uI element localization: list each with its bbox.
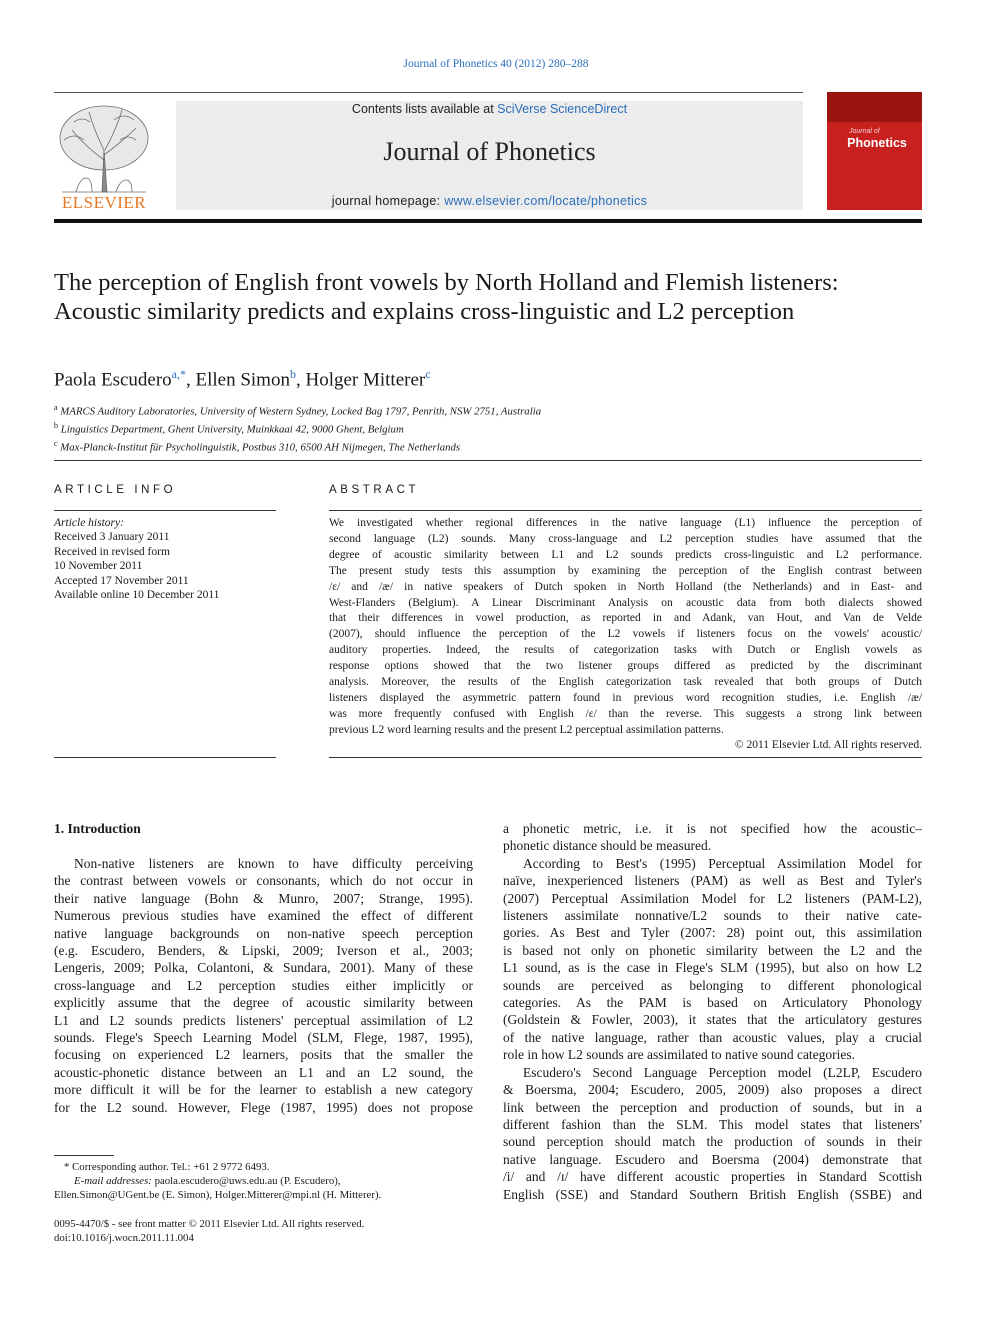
body-line: native language backgrounds on non-native speech perception (54, 925, 473, 941)
body-line: & Boersma, 2004; Escudero, 2005, 2009) also proposes a direct (503, 1082, 922, 1098)
body-line: sound perception should match the production of sounds in their (503, 1134, 922, 1150)
abstract-line: listeners displayed the asymmetric pattern found in previous word recognition studies, i.e. English /æ/ (329, 691, 922, 704)
body-line: different fashion than the SLM. This model states that listeners' (503, 1116, 922, 1132)
author-sup[interactable]: a,* (171, 367, 186, 381)
abstract-line: previous L2 word learning results and the present L2 perceptual assimilation patterns. (329, 723, 724, 736)
body-line: /i/ and /ɪ/ have different acoustic properties in Standard Scottish (503, 1169, 922, 1185)
author-name: Paola Escudero (54, 369, 172, 391)
cover-title: Phonetics (847, 136, 907, 150)
intro-heading: 1. Introduction (54, 821, 141, 836)
body-line: phonetic distance should be measured. (503, 838, 712, 854)
corresponding-author-note: * Corresponding author. Tel.: +61 2 9772 6493. (64, 1161, 270, 1173)
abstract-body (329, 516, 922, 739)
abstract-line: /ɛ/ and /æ/ in native speakers of Dutch spoken in North Holland (the Netherlands) and in East- and (329, 580, 922, 593)
affiliation-text: Linguistics Department, Ghent University, Muinkkaai 42, 9000 Ghent, Belgium (60, 423, 404, 436)
body-line: link between the perception and production of sounds, but in a (503, 1099, 922, 1115)
email-address[interactable]: paola.escudero@uws.edu.au (P. Escudero), (151, 1175, 341, 1187)
history-item: Accepted 17 November 2011 (54, 574, 189, 587)
email-line (54, 1174, 473, 1188)
abstract-line: second language (L2) sounds. Many cross-language and L2 perception studies have assumed that the (329, 532, 922, 545)
body-line: cross-language and L2 perception studies either implicitly or (54, 977, 473, 993)
intro-right-column (503, 820, 922, 1203)
header-thick-rule (54, 219, 922, 223)
body-line: categories. As the PAM is based on Articulatory Phonology (503, 995, 922, 1011)
article-info-bottom-rule (54, 757, 276, 758)
abstract-bottom-rule (329, 757, 922, 758)
affiliation-sup: c (54, 439, 58, 449)
footnotes (54, 1160, 473, 1202)
author-name: Ellen Simon (195, 369, 290, 391)
homepage-line (176, 194, 803, 208)
body-line: gories. As Best and Tyler (2007: 28) point out, this assimilation (503, 925, 922, 941)
history-item: Available online 10 December 2011 (54, 589, 220, 602)
footnote-rule (54, 1155, 114, 1156)
body-line: explicitly assume that the degree of acoustic similarity between (54, 995, 473, 1011)
body-line: listeners assimilate nonnative/L2 sounds to their native cate- (503, 908, 922, 924)
body-line: naïve, inexperienced listeners (PAM) as well as Best and Tyler's (503, 873, 922, 889)
body-line: Numerous previous studies have examined the effect of different (54, 908, 473, 924)
history-label: Article history: (54, 517, 124, 529)
abstract-line: degree of acoustic similarity between L1 and L2 sounds predicts cross-linguistic and L2 performance. (329, 548, 922, 561)
author-sup[interactable]: b (289, 367, 296, 381)
body-line: the contrast between vowels or consonants, which do not occur in (54, 873, 473, 889)
journal-citation[interactable]: Journal of Phonetics 40 (2012) 280–288 (403, 58, 589, 70)
body-line: role in how L2 sounds are assimilated to native sound categories. (503, 1047, 856, 1063)
body-line: (Goldstein & Fowler, 2003), it states that the articulatory gestures (503, 1012, 922, 1028)
body-line: of the native language, rather than acoustic values, play a crucial (503, 1029, 922, 1045)
article-info-heading: ARTICLE INFO (54, 484, 177, 496)
abstract-line: was more frequently confused with English /ɛ/ than the reverse. This suggests a strong link between (329, 707, 922, 720)
body-line: Escudero's Second Language Perception model (L2LP, Escudero (523, 1064, 922, 1080)
body-line: focusing on experienced L2 learners, posits that the smaller the (54, 1047, 473, 1063)
history-item: Received 3 January 2011 (54, 531, 170, 544)
article-info-rule (54, 510, 276, 511)
journal-title: Journal of Phonetics (383, 137, 596, 166)
body-line: acoustic-phonetic distance between an L1 and an L2 sound, the (54, 1064, 473, 1080)
abstract-rule (329, 510, 922, 511)
body-line: sounds. Flege's Speech Learning Model (SLM, Flege, 1987, 1995), (54, 1030, 473, 1046)
body-line: sounds are perceived as belonging to different phonological (503, 977, 922, 993)
body-line: is based not only on phonetic similarity between the L2 and the (503, 942, 922, 958)
body-line: their native language (Bohn & Munro, 2007; Strange, 1995). (54, 890, 473, 906)
intro-left-column (54, 855, 473, 1116)
body-line: According to Best's (1995) Perceptual Assimilation Model for (523, 855, 922, 871)
abstract-copyright: © 2011 Elsevier Ltd. All rights reserved. (734, 739, 922, 751)
author-sup[interactable]: c (425, 367, 431, 381)
body-line: more difficult it will be for the learner to establish a new category (54, 1082, 473, 1098)
header-rule (54, 92, 803, 93)
affiliation (54, 419, 914, 437)
homepage-prefix: journal homepage: (331, 194, 445, 208)
body-line: Lengeris, 2009; Polka, Colantoni, & Sundara, 2001). Many of these (54, 960, 473, 976)
body-line: for the L2 sound. However, Flege (1987, 1995) does not propose (54, 1099, 473, 1115)
affiliation (54, 437, 914, 455)
affiliation-sup: a (54, 403, 58, 412)
article-history (54, 516, 276, 602)
affiliation-text: Max-Planck-Institut für Psycholinguistik, Postbus 310, 6500 AH Nijmegen, The Netherlands (60, 441, 461, 454)
abstract-line: West-Flanders (Belgium). A Linear Discriminant Analysis on acoustic data from both dialects showed (329, 596, 922, 609)
abstract-line: analysis. Moreover, the results of the English categorization task revealed that both groups of Dutch (329, 676, 922, 689)
body-line: L1 and L2 sounds predicts listeners' perceptual assimilation of L2 (54, 1012, 473, 1028)
cover-strip (827, 92, 922, 122)
abstract-line: We investigated whether regional differences in the native language (L1) influence the perception of (329, 517, 922, 529)
contents-line (176, 102, 803, 116)
abstract-line: The present study tests this assumption by examining the perception of the English contrast between (329, 564, 922, 577)
homepage-link[interactable]: www.elsevier.com/locate/phonetics (444, 194, 648, 208)
body-line: (2007) Perceptual Assimilation Model for L2 listeners (PAM-L2), (503, 890, 922, 906)
author-list: Paola Escudero$^{a,*}$, Ellen Simon$^b$, Holger Mitterer$^c$ (54, 367, 431, 391)
affiliation-text: MARCS Auditory Laboratories, University of Western Sydney, Locked Bag 1797, Penrith, NSW 2751, Australia (60, 405, 542, 418)
author-name: Holger Mitterer (305, 369, 426, 391)
email-line[interactable]: Ellen.Simon@UGent.be (E. Simon), Holger.Mitterer@mpi.nl (H. Mitterer). (54, 1189, 382, 1201)
abstract-line: that their differences in vowel production, as reported in and Adank, van Hout, and Van de Velde (329, 612, 922, 625)
abstract-heading: ABSTRACT (329, 484, 420, 496)
contents-prefix: Contents lists available at (351, 102, 498, 116)
issn-line: 0095-4470/$ - see front matter © 2011 Elsevier Ltd. All rights reserved. (54, 1218, 365, 1230)
sciencedirect-link[interactable]: SciVerse ScienceDirect (497, 102, 628, 116)
affiliation-sup: b (54, 421, 58, 431)
abstract-line: (2007), should influence the perception of the L2 vowels if listeners focus on the vowels' acoustic/ (329, 628, 922, 641)
body-line: English (SSE) and Standard Southern British English (SSBE) and (503, 1186, 922, 1202)
body-line: Non-native listeners are known to have difficulty perceiving (74, 856, 473, 871)
affiliation (54, 401, 914, 419)
publisher-name: ELSEVIER (61, 193, 147, 212)
affiliation-rule (54, 460, 922, 461)
body-line: native language. Escudero and Boersma (2004) demonstrate that (503, 1151, 922, 1167)
abstract-line: response options showed that the two listener groups differed as predicted by the discriminant (329, 660, 922, 673)
history-item: Received in revised form (54, 545, 170, 558)
doi-line[interactable]: doi:10.1016/j.wocn.2011.11.004 (54, 1232, 194, 1244)
body-line: (e.g. Escudero, Benders, & Lipski, 2009; Iverson et al., 2003; (54, 943, 473, 959)
history-item: 10 November 2011 (54, 560, 143, 573)
body-line: a phonetic metric, i.e. it is not specified how the acoustic– (503, 821, 922, 836)
article-title: The perception of English front vowels by North Holland and Flemish listeners: Acoustic similarity predicts and explains cross-linguistic and L2 perception (54, 269, 839, 325)
body-line: L1 sound, as is the case in Flege's SLM (1995), but also on how L2 (503, 960, 922, 976)
cover-subtitle: Journal of (849, 128, 880, 135)
front-matter (54, 1217, 473, 1245)
abstract-line: auditory properties. Indeed, the results of categorization tasks with Dutch or English vowels as (329, 644, 922, 657)
affiliations (54, 401, 914, 455)
email-label: E-mail addresses: (74, 1175, 152, 1187)
